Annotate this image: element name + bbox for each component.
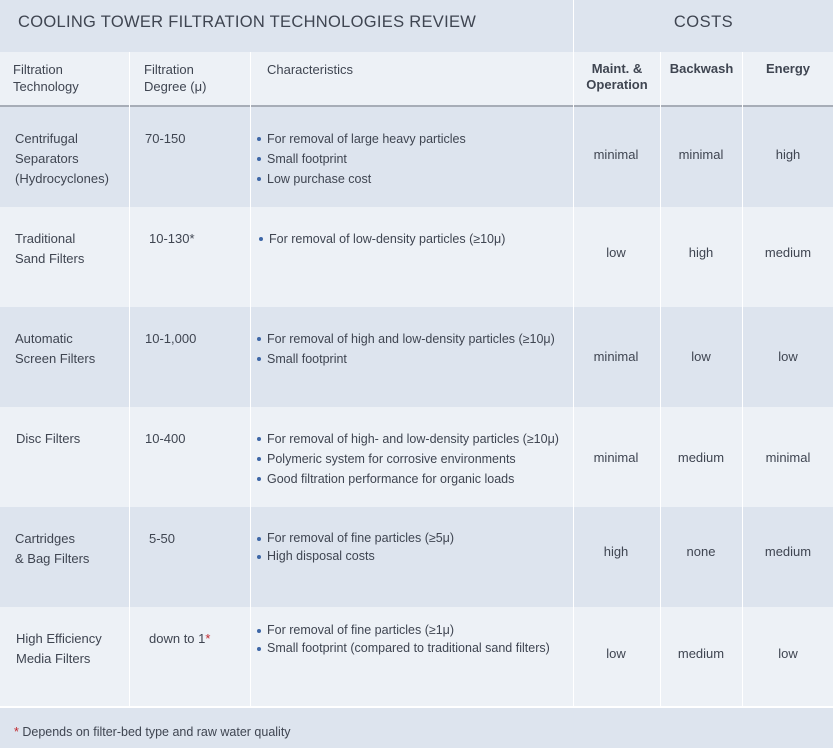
characteristics-list <box>256 621 550 657</box>
maintenance-value: low <box>606 245 626 260</box>
technology-line: Sand Filters <box>15 251 85 266</box>
header-degree <box>144 61 206 95</box>
title-divider <box>573 0 574 52</box>
table-row <box>0 107 833 207</box>
footnote-text: Depends on filter-bed type and raw water quality <box>18 725 291 739</box>
backwash-value: low <box>691 349 711 364</box>
characteristic-item: For removal of fine particles (≥1μ) <box>256 621 550 639</box>
table-row <box>0 407 833 507</box>
characteristics-list <box>256 329 555 369</box>
energy-value: minimal <box>765 450 811 465</box>
technology-cell <box>16 629 102 669</box>
degree-cell <box>149 529 175 549</box>
degree-cell <box>145 429 185 449</box>
degree-cell <box>149 629 210 649</box>
degree-value: 5-50 <box>149 531 176 546</box>
technology-line: Screen Filters <box>15 351 96 366</box>
table-row <box>0 207 833 307</box>
header-technology-line2: Technology <box>13 79 79 94</box>
header-technology <box>13 61 79 95</box>
technology-line: Automatic <box>15 331 73 346</box>
characteristic-item: High disposal costs <box>256 547 454 565</box>
energy-value: medium <box>764 544 812 559</box>
technology-line: Separators <box>15 151 79 166</box>
column-divider <box>742 52 743 707</box>
backwash-value: none <box>686 544 716 559</box>
characteristic-item: For removal of large heavy particles <box>256 129 466 149</box>
footnote-star: * <box>14 725 19 739</box>
characteristics-list <box>256 129 466 189</box>
header-maintenance-line1: Maint. & <box>591 61 643 76</box>
maintenance-value: minimal <box>593 147 639 162</box>
energy-value: medium <box>764 245 812 260</box>
footnote-star: * <box>205 631 211 646</box>
degree-value: down to 1 <box>149 631 206 646</box>
header-row <box>0 52 833 107</box>
characteristic-item: Polymeric system for corrosive environments <box>256 449 559 469</box>
table-row <box>0 607 833 707</box>
technology-cell <box>15 229 84 269</box>
technology-cell <box>15 529 89 569</box>
backwash-value: high <box>688 245 714 260</box>
backwash-value: minimal <box>678 147 724 162</box>
characteristic-item: Good filtration performance for organic loads <box>256 469 559 489</box>
technology-line: & Bag Filters <box>15 551 90 566</box>
column-divider <box>129 52 130 707</box>
energy-value: high <box>775 147 801 162</box>
column-divider <box>660 52 661 707</box>
characteristic-item: For removal of low-density particles (≥10μ) <box>258 229 505 249</box>
maintenance-value: minimal <box>593 349 639 364</box>
characteristic-item: For removal of fine particles (≥5μ) <box>256 529 454 547</box>
technology-line: Media Filters <box>16 651 91 666</box>
characteristic-item: For removal of high- and low-density particles (≥10μ) <box>256 429 559 449</box>
characteristic-item: For removal of high and low-density particles (≥10μ) <box>256 329 555 349</box>
degree-value: 10-400 <box>145 431 186 446</box>
degree-cell <box>145 129 185 149</box>
energy-value: low <box>778 349 798 364</box>
degree-cell <box>149 229 195 249</box>
technology-line: Cartridges <box>15 531 75 546</box>
characteristics-list <box>256 529 454 565</box>
energy-value: low <box>778 646 798 661</box>
characteristic-item: Small footprint (compared to traditional sand filters) <box>256 639 550 657</box>
maintenance-value: low <box>606 646 626 661</box>
backwash-value: medium <box>677 646 725 661</box>
characteristics-list <box>256 429 559 489</box>
technology-line: High Efficiency <box>16 631 102 646</box>
characteristic-item: Small footprint <box>256 349 555 369</box>
column-divider <box>573 52 574 707</box>
header-energy: Energy <box>765 61 811 76</box>
degree-value: 10-1,000 <box>145 331 197 346</box>
characteristic-item: Small footprint <box>256 149 466 169</box>
degree-value: 70-150 <box>145 131 186 146</box>
header-maintenance-line2: Operation <box>586 77 648 92</box>
technology-line: Traditional <box>15 231 76 246</box>
header-maintenance <box>574 61 660 93</box>
maintenance-value: high <box>603 544 629 559</box>
technology-cell <box>15 129 109 189</box>
header-characteristics: Characteristics <box>267 62 353 77</box>
maintenance-value: minimal <box>593 450 639 465</box>
table-title: COOLING TOWER FILTRATION TECHNOLOGIES REVIEW <box>18 13 477 31</box>
table-row <box>0 507 833 607</box>
characteristic-item: Low purchase cost <box>256 169 466 189</box>
technology-cell <box>16 429 80 449</box>
header-backwash: Backwash <box>669 61 734 76</box>
technology-cell <box>15 329 95 369</box>
column-divider <box>250 52 251 707</box>
characteristics-list <box>258 229 505 249</box>
header-degree-line1: Filtration <box>144 62 194 77</box>
header-technology-line1: Filtration <box>13 62 63 77</box>
technology-line: Disc Filters <box>16 431 81 446</box>
backwash-value: medium <box>677 450 725 465</box>
table-row <box>0 307 833 407</box>
costs-title: COSTS <box>673 13 734 31</box>
footnote <box>14 725 291 739</box>
degree-value: 10-130* <box>149 231 195 246</box>
footnote-band <box>0 708 833 748</box>
degree-cell <box>145 329 196 349</box>
title-band <box>0 0 833 52</box>
technology-line: (Hydrocyclones) <box>15 171 109 186</box>
header-degree-line2: Degree (μ) <box>144 79 207 94</box>
technology-line: Centrifugal <box>15 131 78 146</box>
